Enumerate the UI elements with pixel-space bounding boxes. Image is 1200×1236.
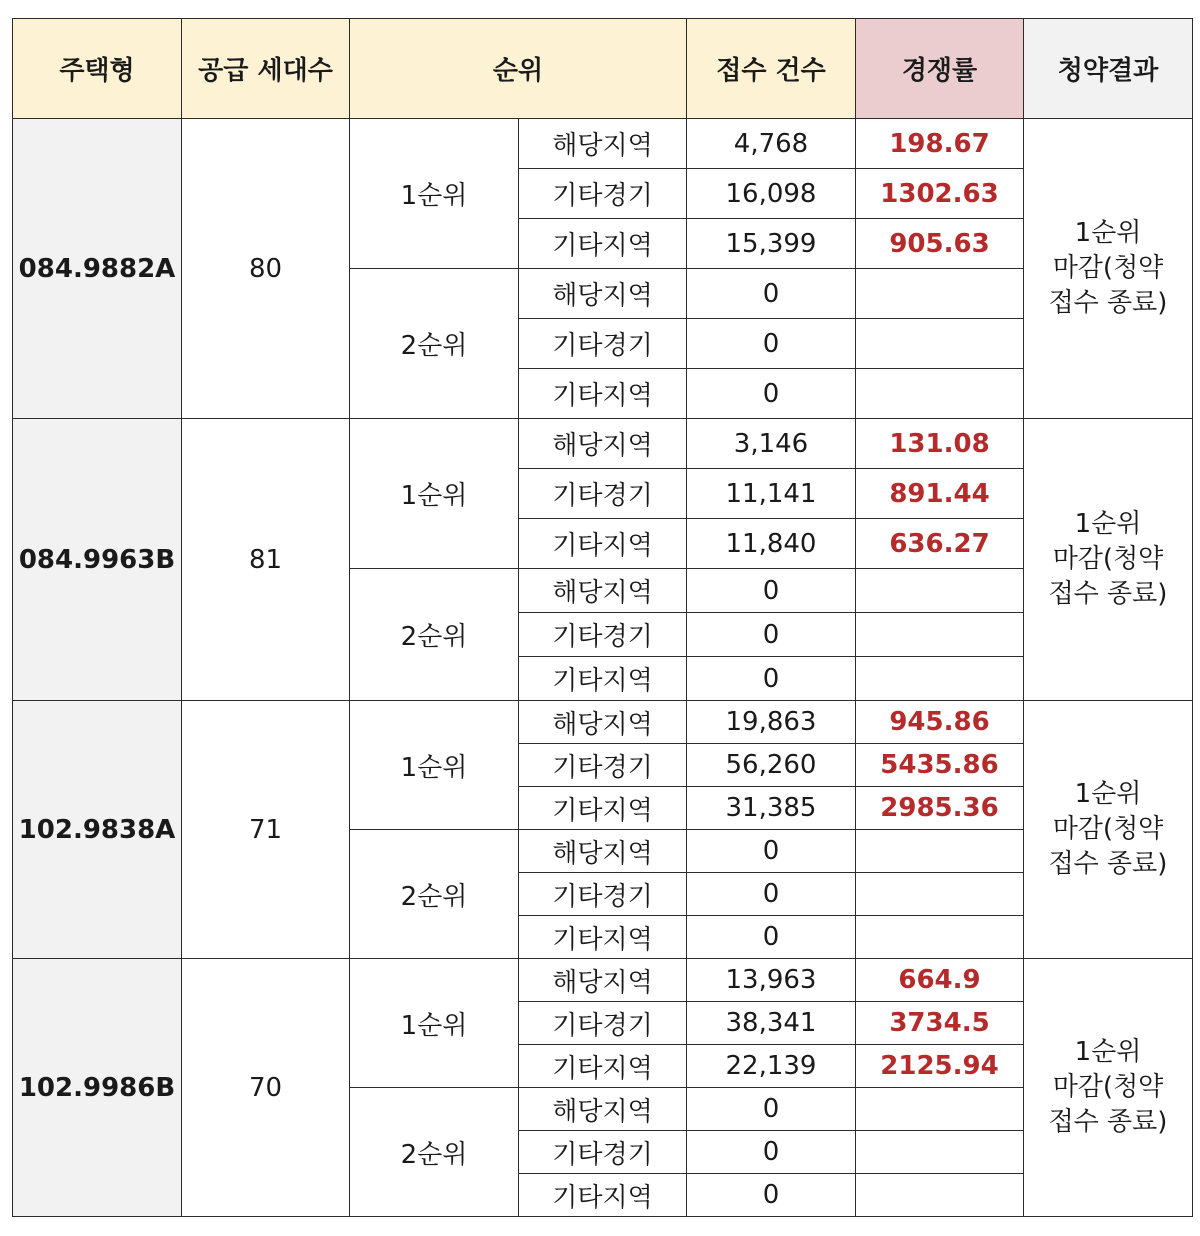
competition-rate-cell: 664.9 [856, 959, 1024, 1002]
result-cell [1024, 419, 1193, 701]
region-cell: 기타경기 [519, 613, 687, 657]
competition-rate-cell [856, 1174, 1024, 1217]
applications-cell: 19,863 [687, 701, 856, 744]
region-cell: 해당지역 [519, 419, 687, 469]
competition-rate-cell [856, 613, 1024, 657]
applications-cell: 0 [687, 830, 856, 873]
region-cell: 해당지역 [519, 1088, 687, 1131]
applications-cell: 4,768 [687, 119, 856, 169]
table-row [13, 419, 1193, 469]
rank-cell: 2순위 [350, 1088, 519, 1217]
applications-cell: 0 [687, 1088, 856, 1131]
competition-rate-cell [856, 369, 1024, 419]
result-line: 마감(청약 [1052, 253, 1164, 283]
competition-rate-cell [856, 830, 1024, 873]
table-row [13, 119, 1193, 169]
table-row [13, 701, 1193, 744]
region-cell: 해당지역 [519, 701, 687, 744]
rank-cell: 2순위 [350, 569, 519, 701]
result-cell [1024, 701, 1193, 959]
table-row [13, 959, 1193, 1002]
competition-rate-cell: 1302.63 [856, 169, 1024, 219]
applications-cell: 0 [687, 569, 856, 613]
applications-cell: 15,399 [687, 219, 856, 269]
competition-rate-cell [856, 319, 1024, 369]
region-cell: 해당지역 [519, 119, 687, 169]
competition-rate-cell: 198.67 [856, 119, 1024, 169]
applications-cell: 16,098 [687, 169, 856, 219]
result-line: 접수 종료) [1048, 288, 1168, 318]
applications-cell: 11,840 [687, 519, 856, 569]
region-cell: 기타경기 [519, 469, 687, 519]
applications-cell: 38,341 [687, 1002, 856, 1045]
applications-cell: 11,141 [687, 469, 856, 519]
result-line: 마감(청약 [1052, 1072, 1164, 1102]
region-cell: 기타경기 [519, 1002, 687, 1045]
rank-cell: 1순위 [350, 959, 519, 1088]
region-cell: 기타지역 [519, 657, 687, 701]
housing-type-cell: 084.9882A [13, 119, 182, 419]
region-cell: 기타경기 [519, 169, 687, 219]
result-line: 접수 종료) [1048, 579, 1168, 609]
applications-cell: 0 [687, 269, 856, 319]
header-row [13, 19, 1193, 119]
rank-cell: 1순위 [350, 419, 519, 569]
applications-cell: 0 [687, 613, 856, 657]
applications-cell: 0 [687, 657, 856, 701]
result-line: 1순위 [1074, 779, 1142, 809]
header-result: 청약결과 [1024, 19, 1193, 119]
rank-cell: 2순위 [350, 269, 519, 419]
applications-cell: 0 [687, 1131, 856, 1174]
competition-rate-cell: 945.86 [856, 701, 1024, 744]
result-line: 1순위 [1074, 218, 1142, 248]
region-cell: 기타경기 [519, 744, 687, 787]
applications-cell: 0 [687, 1174, 856, 1217]
applications-cell: 22,139 [687, 1045, 856, 1088]
supply-units-cell: 80 [182, 119, 350, 419]
supply-units-cell: 81 [182, 419, 350, 701]
housing-type-cell: 102.9838A [13, 701, 182, 959]
competition-rate-cell [856, 873, 1024, 916]
region-cell: 해당지역 [519, 569, 687, 613]
result-line: 1순위 [1074, 1037, 1142, 1067]
competition-rate-cell: 131.08 [856, 419, 1024, 469]
applications-cell: 3,146 [687, 419, 856, 469]
competition-rate-cell: 636.27 [856, 519, 1024, 569]
header-applications: 접수 건수 [687, 19, 856, 119]
competition-rate-cell [856, 569, 1024, 613]
result-line: 마감(청약 [1052, 544, 1164, 574]
rank-cell: 1순위 [350, 119, 519, 269]
region-cell: 기타지역 [519, 369, 687, 419]
result-cell [1024, 959, 1193, 1217]
region-cell: 기타지역 [519, 1045, 687, 1088]
applications-cell: 0 [687, 873, 856, 916]
result-line: 접수 종료) [1048, 1107, 1168, 1137]
result-line: 접수 종료) [1048, 849, 1168, 879]
applications-cell: 0 [687, 369, 856, 419]
applications-cell: 0 [687, 319, 856, 369]
result-cell [1024, 119, 1193, 419]
header-competition-rate: 경쟁률 [856, 19, 1024, 119]
housing-type-cell: 084.9963B [13, 419, 182, 701]
competition-rate-cell: 5435.86 [856, 744, 1024, 787]
competition-rate-cell: 891.44 [856, 469, 1024, 519]
competition-rate-cell: 2125.94 [856, 1045, 1024, 1088]
applications-cell: 13,963 [687, 959, 856, 1002]
region-cell: 기타경기 [519, 319, 687, 369]
housing-type-cell: 102.9986B [13, 959, 182, 1217]
supply-units-cell: 71 [182, 701, 350, 959]
competition-rate-cell [856, 916, 1024, 959]
table-body [13, 119, 1193, 1217]
region-cell: 해당지역 [519, 269, 687, 319]
result-line: 1순위 [1074, 509, 1142, 539]
competition-rate-cell [856, 657, 1024, 701]
region-cell: 기타지역 [519, 916, 687, 959]
competition-rate-cell: 905.63 [856, 219, 1024, 269]
region-cell: 해당지역 [519, 830, 687, 873]
region-cell: 기타경기 [519, 1131, 687, 1174]
rank-cell: 1순위 [350, 701, 519, 830]
header-supply-units: 공급 세대수 [182, 19, 350, 119]
region-cell: 기타경기 [519, 873, 687, 916]
supply-units-cell: 70 [182, 959, 350, 1217]
region-cell: 해당지역 [519, 959, 687, 1002]
result-line: 마감(청약 [1052, 814, 1164, 844]
region-cell: 기타지역 [519, 1174, 687, 1217]
competition-rate-cell [856, 1088, 1024, 1131]
applications-cell: 31,385 [687, 787, 856, 830]
rank-cell: 2순위 [350, 830, 519, 959]
header-rank: 순위 [350, 19, 687, 119]
competition-rate-cell: 3734.5 [856, 1002, 1024, 1045]
region-cell: 기타지역 [519, 519, 687, 569]
applications-cell: 0 [687, 916, 856, 959]
applications-cell: 56,260 [687, 744, 856, 787]
region-cell: 기타지역 [519, 787, 687, 830]
header-housing-type: 주택형 [13, 19, 182, 119]
subscription-results-table [12, 18, 1193, 1217]
competition-rate-cell [856, 1131, 1024, 1174]
competition-rate-cell: 2985.36 [856, 787, 1024, 830]
region-cell: 기타지역 [519, 219, 687, 269]
competition-rate-cell [856, 269, 1024, 319]
